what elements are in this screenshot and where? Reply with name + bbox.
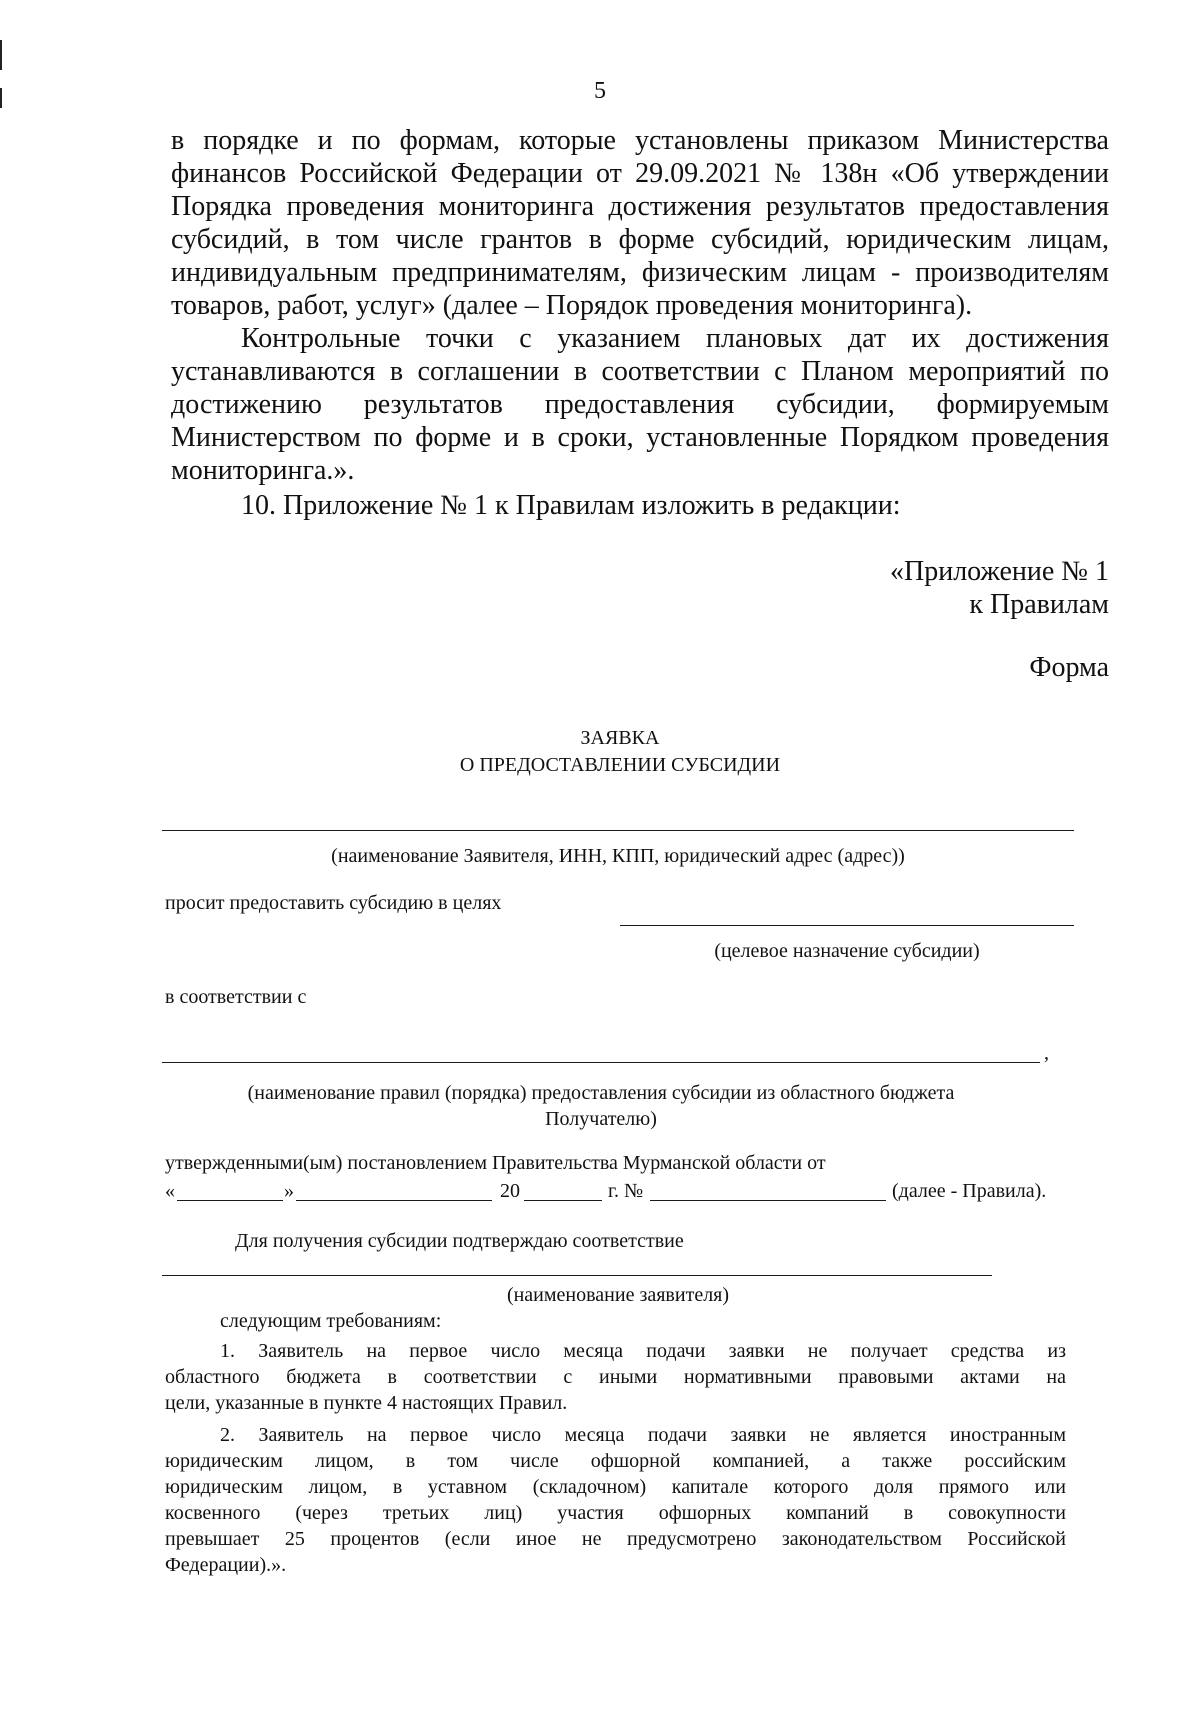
form-title: ЗАЯВКА	[580, 727, 660, 749]
requirement-line: цели, указанные в пункте 4 настоящих Правил.	[165, 1392, 568, 1414]
requirement-line: косвенного (через третьих лиц) участия офшорных компаний в совокупности	[165, 1502, 1066, 1524]
appendix-rules: к Правилам	[969, 589, 1109, 620]
rules-field-line[interactable]	[162, 1062, 1040, 1063]
date-close-quote: »	[284, 1180, 294, 1202]
number-field-line[interactable]	[650, 1200, 886, 1201]
comma: ,	[1044, 1042, 1049, 1064]
paragraph-line: субсидий, в том числе грантов в форме субсидий, юридическим лицам,	[171, 224, 1109, 255]
applicant-name-field-line[interactable]	[162, 1275, 992, 1276]
requirement-line: юридическим лицом, в том числе офшорной компанией, а также российским	[165, 1450, 1066, 1472]
date-open-quote: «	[165, 1180, 175, 1202]
applicant-name-caption: (наименование заявителя)	[506, 1284, 730, 1306]
requirement-line: Федерации).».	[165, 1554, 287, 1576]
paragraph-line: Министерством по форме и в сроки, установленные Порядком проведения	[171, 422, 1109, 453]
request-label: просит предоставить субсидию в целях	[165, 892, 502, 914]
paragraph-line: в порядке и по формам, которые установлены приказом Министерства	[171, 125, 1109, 156]
paragraph-line: устанавливаются в соглашении в соответствии с Планом мероприятий по	[171, 356, 1109, 387]
item-10: 10. Приложение № 1 к Правилам изложить в редакции:	[241, 490, 901, 521]
form-label: Форма	[1029, 652, 1109, 683]
requirement-line: 1. Заявитель на первое число месяца подачи заявки не получает средства из	[220, 1340, 1066, 1362]
day-field-line[interactable]	[177, 1200, 283, 1201]
rules-caption-line1: (наименование правил (порядка) предоставления субсидии из областного бюджета	[247, 1082, 955, 1104]
requirement-line: областного бюджета в соответствии с иными нормативными правовыми актами на	[165, 1366, 1066, 1388]
appendix-label: «Приложение № 1	[890, 556, 1109, 587]
month-field-line[interactable]	[296, 1200, 492, 1201]
applicant-field-line[interactable]	[162, 830, 1074, 831]
requirement-line: превышает 25 процентов (если иное не предусмотрено законодательством Российской	[165, 1528, 1066, 1550]
accordance-label: в соответствии с	[165, 986, 307, 1008]
confirm-line: Для получения субсидии подтверждаю соответствие	[235, 1230, 684, 1252]
scan-edge-mark	[0, 40, 2, 70]
applicant-caption: (наименование Заявителя, ИНН, КПП, юридический адрес (адрес))	[331, 845, 905, 867]
requirements-intro: следующим требованиям:	[220, 1310, 442, 1332]
rules-caption-line2: Получателю)	[545, 1108, 657, 1130]
year-suffix: г. №	[608, 1180, 644, 1202]
rules-ref: (далее - Правила).	[892, 1180, 1047, 1202]
purpose-caption: (целевое назначение субсидии)	[714, 940, 980, 962]
paragraph-line: Контрольные точки с указанием плановых дат их достижения	[241, 323, 1109, 354]
paragraph-line: мониторинга.».	[171, 455, 355, 486]
year-field-line[interactable]	[524, 1200, 602, 1201]
paragraph-line: Порядка проведения мониторинга достижения результатов предоставления	[171, 191, 1109, 222]
paragraph-line: достижению результатов предоставления субсидии, формируемым	[171, 389, 1109, 420]
paragraph-line: товаров, работ, услуг» (далее – Порядок проведения мониторинга).	[171, 290, 973, 321]
form-subtitle: О ПРЕДОСТАВЛЕНИИ СУБСИДИИ	[459, 754, 781, 776]
requirement-line: юридическим лицом, в уставном (складочном) капитале которого доля прямого или	[165, 1476, 1066, 1498]
page-number: 5	[594, 78, 606, 104]
purpose-field-line[interactable]	[620, 925, 1074, 926]
requirement-line: 2. Заявитель на первое число месяца подачи заявки не является иностранным	[220, 1424, 1066, 1446]
year-prefix: 20	[500, 1180, 520, 1202]
paragraph-line: финансов Российской Федерации от 29.09.2021 № 138н «Об утверждении	[171, 158, 1109, 189]
paragraph-line: индивидуальным предпринимателям, физическим лицам - производителям	[171, 257, 1109, 288]
approved-line: утвержденными(ым) постановлением Правительства Мурманской области от	[165, 1152, 826, 1174]
